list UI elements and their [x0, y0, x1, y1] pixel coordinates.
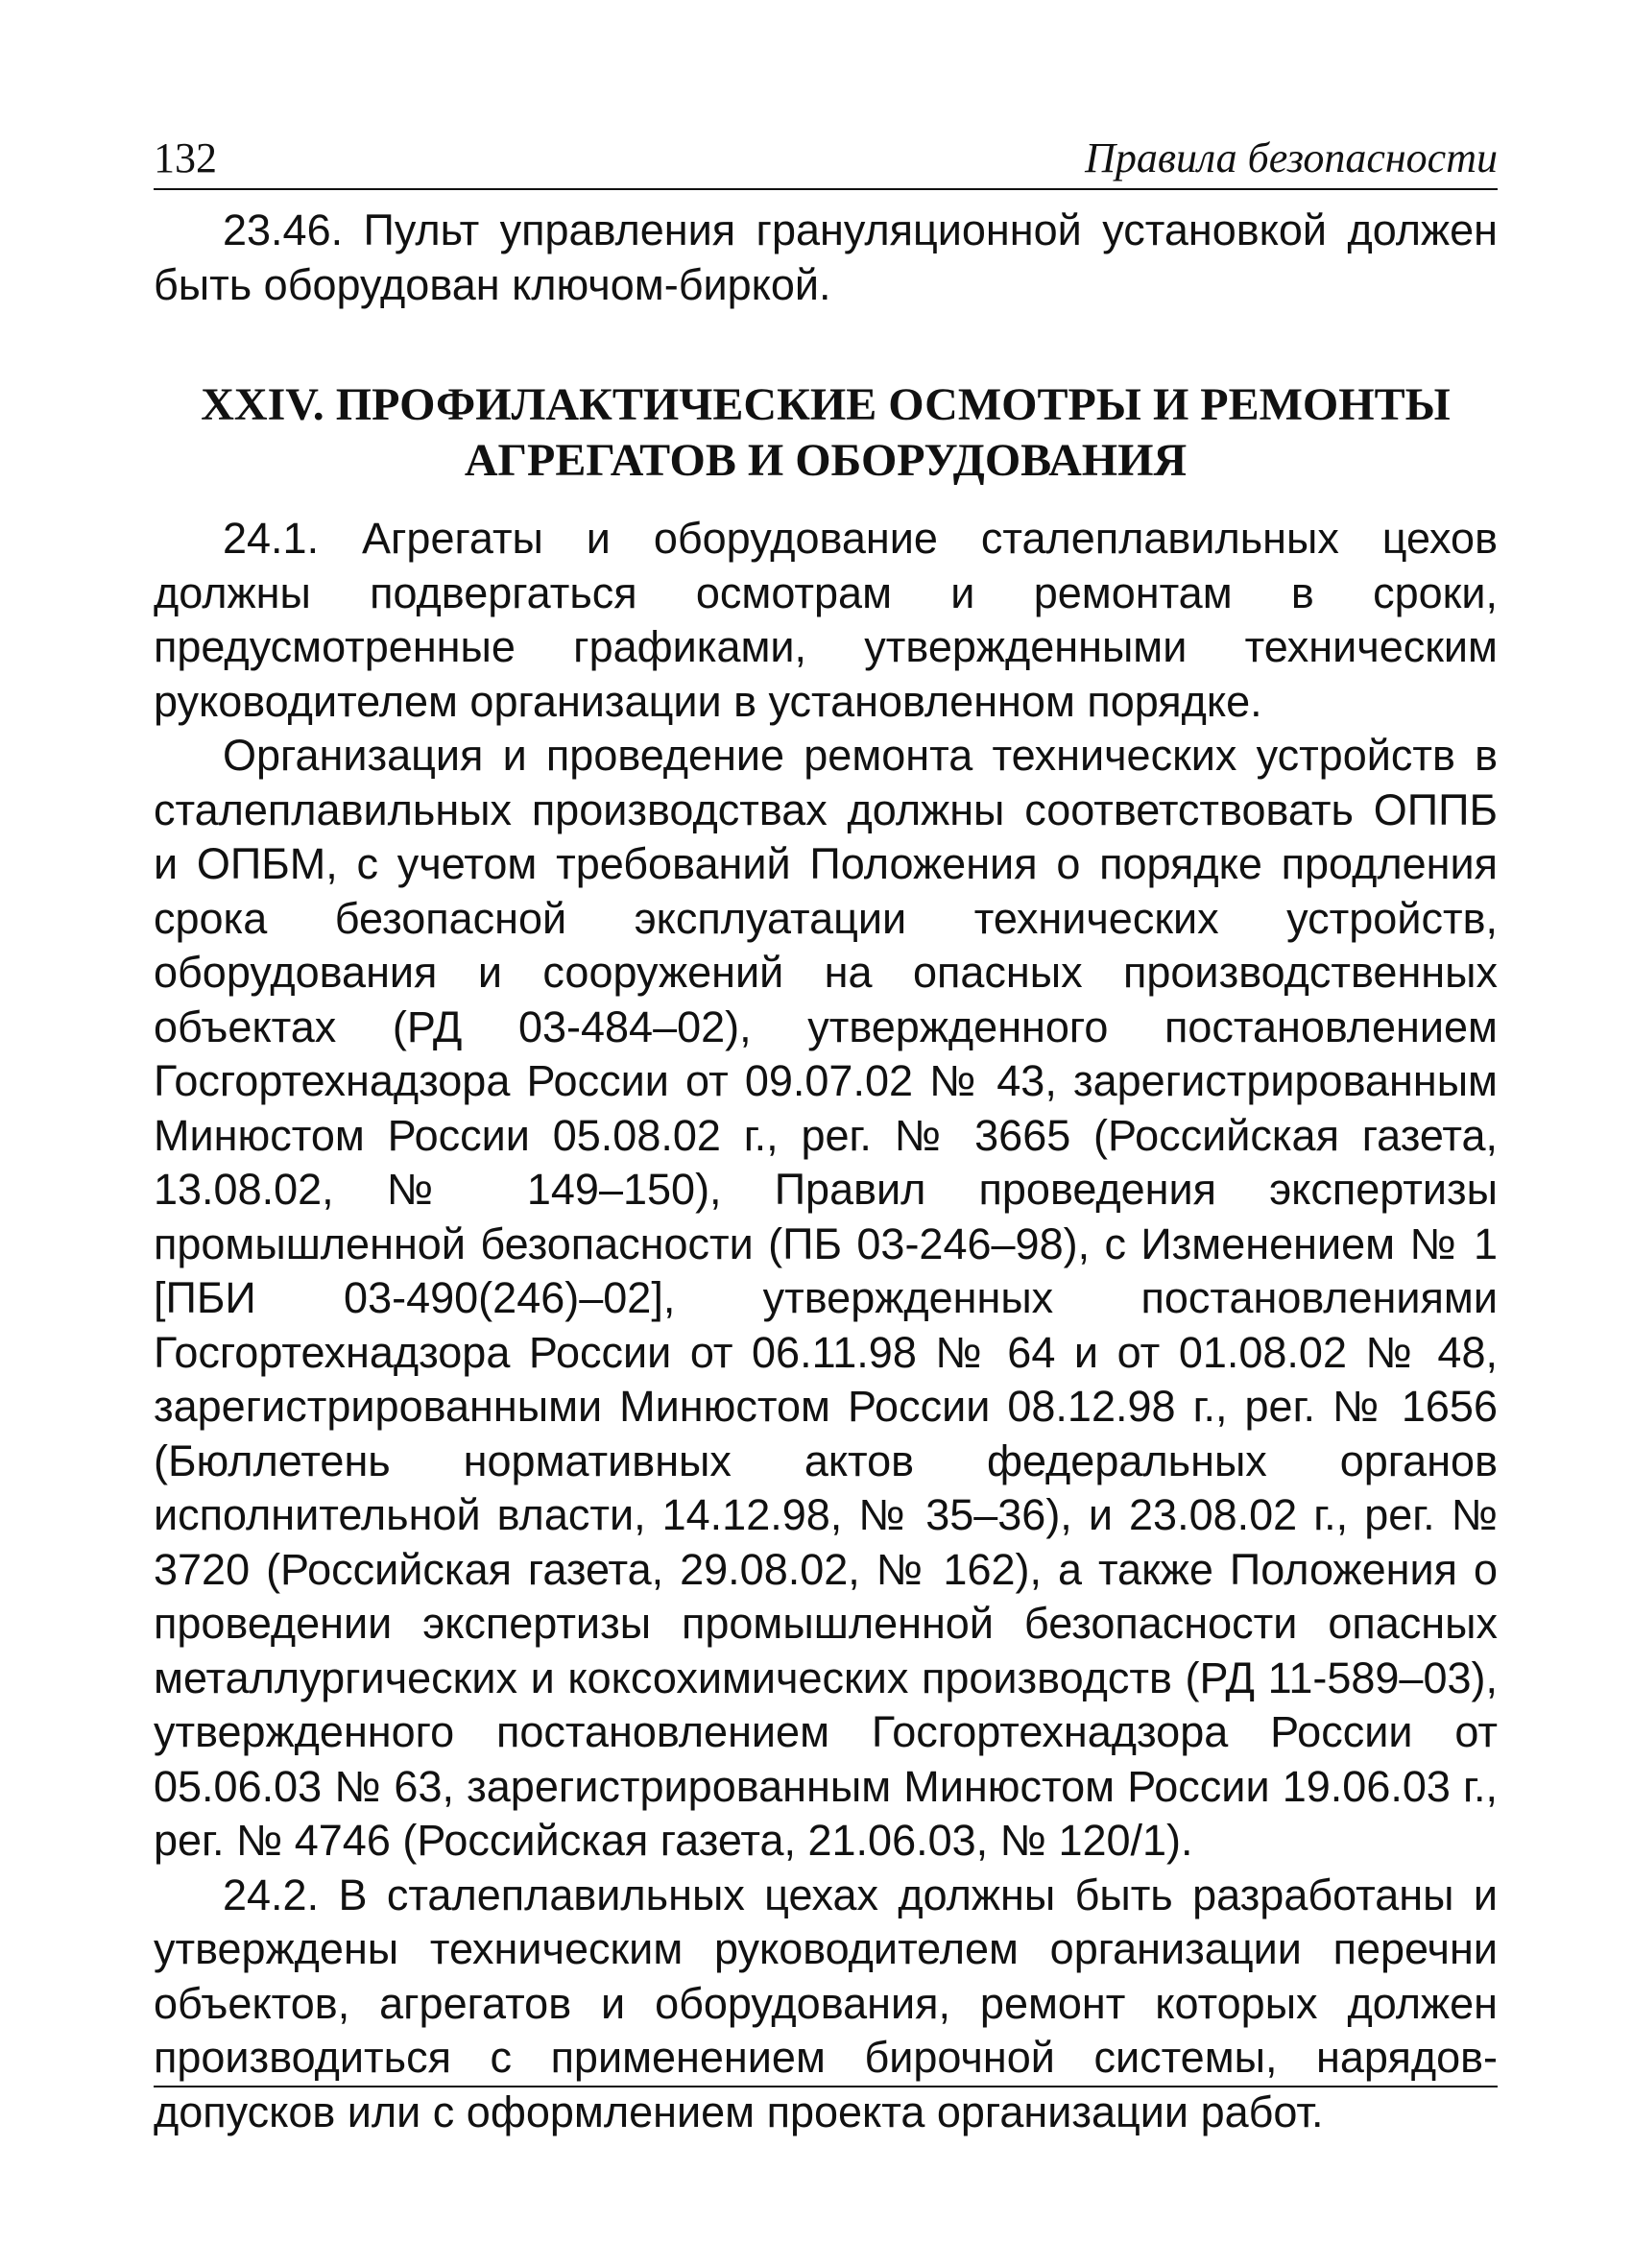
paragraph-24-2: 24.2. В сталеплавильных цехах должны быть разработаны и утверждены техническим руководителем организации перечни объектов, агрегатов и оборудования, ремонт которых должен производиться с применением бирочной системы, нарядов-допусков или с оформлением проекта организации работ.	[154, 1870, 1498, 2136]
page-number: 132	[154, 134, 217, 181]
body-text	[154, 204, 1498, 2139]
section-heading-line-2: АГРЕГАТОВ И ОБОРУДОВАНИЯ	[464, 435, 1188, 486]
document-page	[154, 134, 1498, 2139]
running-title: Правила безопасности	[1085, 134, 1498, 181]
paragraph-24-1: 24.1. Агрегаты и оборудование сталеплавильных цехов должны подвергаться осмотрам и ремонтам в сроки, предусмотренные графиками, утвержденными техническим руководителем организации в установленном порядке.	[154, 514, 1498, 726]
running-header	[154, 134, 1498, 190]
section-heading-line-1: XXIV. ПРОФИЛАКТИЧЕСКИЕ ОСМОТРЫ И РЕМОНТЫ	[201, 379, 1451, 430]
paragraph-organization: Организация и проведение ремонта технических устройств в сталеплавильных производствах должны соответствовать ОППБ и ОПБМ, с учетом требований Положения о порядке продления срока безопасной эксплуатации технических устройств, оборудования и сооружений на опасных производственных объектах (РД 03-484–02), утвержденного постановлением Госгортехнадзора России от 09.07.02 № 43, зарегистрированным Минюстом России 05.08.02 г., рег. № 3665 (Российская газета, 13.08.02, № 149–150), Правил проведения экспертизы промышленной безопасности (ПБ 03-246–98), с Изменением № 1 [ПБИ 03-490(246)–02], утвержденных постановлениями Госгортехнадзора России от 06.11.98 № 64 и от 01.08.02 № 48, зарегистрированными Минюстом России 08.12.98 г., рег. № 1656 (Бюллетень нормативных актов федеральных органов исполнительной власти, 14.12.98, № 35–36), и 23.08.02 г., рег. № 3720 (Российская газета, 29.08.02, № 162), а также Положения о проведении экспертизы промышленной безопасности опасных металлургических и коксохимических производств (РД 11-589–03), утвержденного постановлением Госгортехнадзора России от 05.06.03 № 63, зарегистрированным Минюстом России 19.06.03 г., рег. № 4746 (Российская газета, 21.06.03, № 120/1).	[154, 731, 1498, 1865]
paragraph-23-46: 23.46. Пульт управления грануляционной установкой должен быть оборудован ключом-биркой.	[154, 205, 1498, 309]
section-heading	[154, 377, 1498, 489]
bottom-rule	[154, 2086, 1498, 2087]
